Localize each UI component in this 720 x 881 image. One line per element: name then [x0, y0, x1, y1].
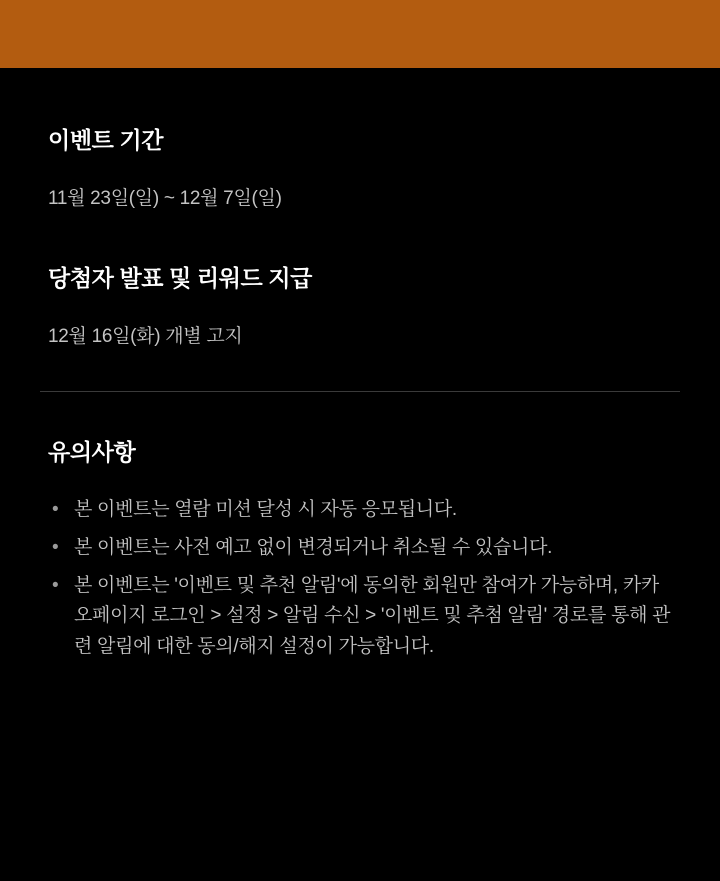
- section-body-event-period: 11월 23일(일) ~ 12월 7일(일): [48, 188, 282, 209]
- divider-wrapper: [0, 348, 720, 434]
- spacer-between-sections: [48, 210, 672, 260]
- section-body-winner-announcement: 12월 16일(화) 개별 고지: [48, 326, 243, 347]
- spacer-title-body-1: [48, 155, 672, 183]
- list-item: [48, 533, 672, 564]
- spacer-top: [48, 68, 672, 122]
- bullet-icon: •: [52, 536, 59, 558]
- section-title-event-period: 이벤트 기간: [48, 127, 164, 153]
- list-item: [48, 571, 672, 663]
- top-banner: [0, 0, 720, 68]
- bullet-icon: •: [52, 574, 59, 596]
- notice-item-text: 본 이벤트는 '이벤트 및 추천 알림'에 동의한 회원만 참여가 가능하며, 카카오페이지 로그인 > 설정 > 알림 수신 > '이벤트 및 추첨 알림' 경로를 통해 관련 알림에 대한 동의/해지 설정이 가능합니다.: [74, 574, 671, 658]
- section-event-period: [48, 122, 672, 210]
- notice-title: 유의사항: [48, 439, 136, 465]
- list-item: [48, 495, 672, 526]
- notice-item-text: 본 이벤트는 사전 예고 없이 변경되거나 취소될 수 있습니다.: [74, 536, 553, 558]
- spacer-title-body-2: [48, 293, 672, 321]
- notice-list: [48, 495, 672, 663]
- section-winner-announcement: [48, 260, 672, 348]
- content-area: [0, 68, 720, 348]
- notice-area: [0, 434, 720, 663]
- section-title-winner-announcement: 당첨자 발표 및 리워드 지급: [48, 265, 312, 291]
- bullet-icon: •: [52, 499, 59, 520]
- notice-item-text: 본 이벤트는 열람 미션 달성 시 자동 응모됩니다.: [74, 499, 457, 520]
- section-divider: [40, 391, 680, 392]
